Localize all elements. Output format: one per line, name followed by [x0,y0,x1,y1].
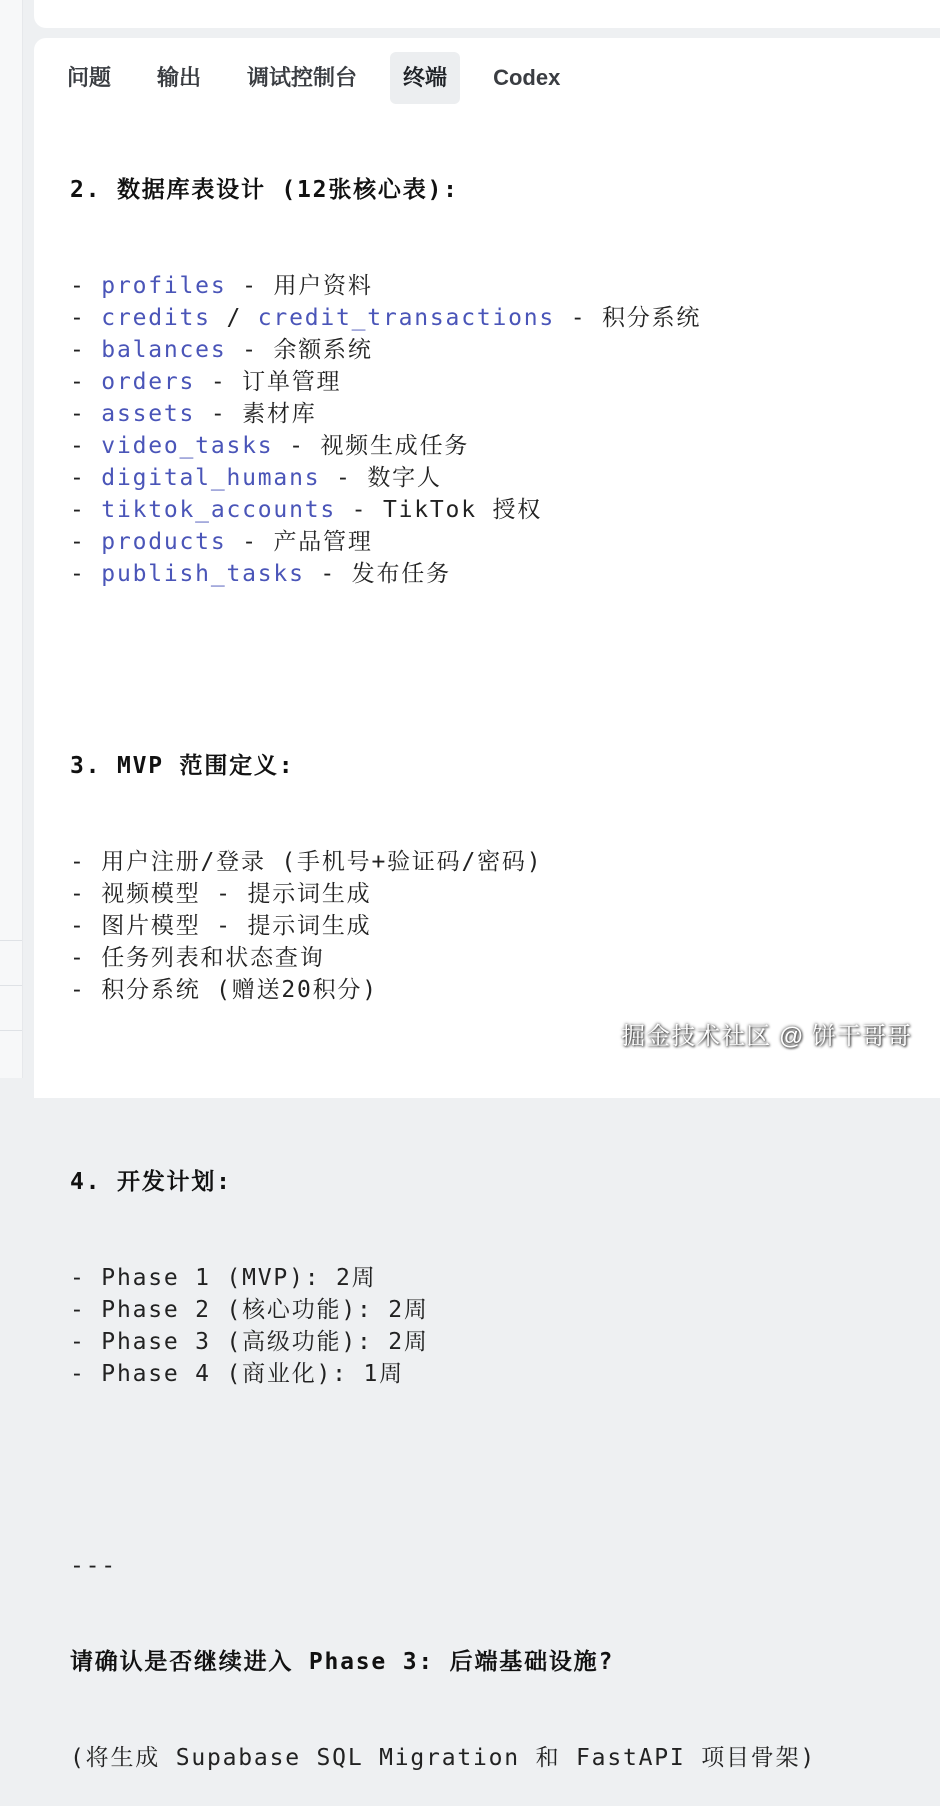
mvp-item: - 积分系统 (赠送20积分) [70,977,378,1003]
table-name: credit_transactions [257,305,556,331]
table-list [70,270,910,590]
table-description: 视频生成任务 [320,433,470,459]
table-description: TikTok 授权 [382,497,543,523]
editor-panel [34,0,940,28]
table-name: assets [101,401,196,427]
table-row: - publish_tasks - 发布任务 [70,561,451,587]
table-row: - orders - 订单管理 [70,369,342,395]
plan-item-text: Phase 3 (高级功能): 2周 [101,1329,429,1355]
table-description: 产品管理 [273,529,373,555]
plan-item: - Phase 1 (MVP): 2周 [70,1265,377,1291]
mvp-item: - 图片模型 - 提示词生成 [70,913,372,939]
tab-output[interactable]: 输出 [157,65,202,90]
table-description: 积分系统 [602,305,702,331]
table-name: digital_humans [101,465,321,491]
table-description: 订单管理 [242,369,342,395]
blank-line [70,654,910,686]
table-row: - credits / credit_transactions - 积分系统 [70,305,702,331]
table-description: 余额系统 [273,337,373,363]
confirm-subtext: (将生成 Supabase SQL Migration 和 FastAPI 项目骨架) [70,1745,817,1771]
table-description: 数字人 [367,465,442,491]
mvp-item-text: 视频模型 - 提示词生成 [101,881,372,907]
table-row: - balances - 余额系统 [70,337,373,363]
mvp-item-text: 任务列表和状态查询 [101,945,325,971]
mvp-item-text: 积分系统 (赠送20积分) [101,977,378,1003]
table-name: tiktok_accounts [101,497,337,523]
plan-item: - Phase 4 (商业化): 1周 [70,1361,404,1387]
plan-item-text: Phase 2 (核心功能): 2周 [101,1297,429,1323]
panel-tabs [54,52,593,104]
mvp-item: - 任务列表和状态查询 [70,945,325,971]
mvp-item: - 用户注册/登录 (手机号+验证码/密码) [70,849,543,875]
separator: --- [70,1553,117,1579]
table-name: profiles [101,273,227,299]
confirm-prompt: 请确认是否继续进入 Phase 3: 后端基础设施? [70,1649,615,1675]
table-row: - products - 产品管理 [70,529,373,555]
tab-debug-console[interactable]: 调试控制台 [247,65,358,90]
mvp-item: - 视频模型 - 提示词生成 [70,881,372,907]
blank-line [70,1454,910,1486]
plan-item-text: Phase 1 (MVP): 2周 [101,1265,377,1291]
table-row: - tiktok_accounts - TikTok 授权 [70,497,543,523]
plan-item-text: Phase 4 (商业化): 1周 [101,1361,404,1387]
sidebar-divider [0,1030,22,1031]
mvp-item-text: 用户注册/登录 (手机号+验证码/密码) [101,849,543,875]
mvp-item-text: 图片模型 - 提示词生成 [101,913,372,939]
table-row: - digital_humans - 数字人 [70,465,442,491]
plan-list [70,1262,910,1390]
table-name: video_tasks [101,433,274,459]
table-description: 素材库 [242,401,317,427]
mvp-list [70,846,910,1006]
blank-line [70,1070,910,1102]
section-heading: 4. 开发计划: [70,1169,232,1195]
table-description: 发布任务 [351,561,451,587]
plan-item: - Phase 3 (高级功能): 2周 [70,1329,429,1355]
section-heading: 2. 数据库表设计 (12张核心表): [70,177,459,203]
table-name: products [101,529,227,555]
table-row: - assets - 素材库 [70,401,317,427]
table-name: orders [101,369,196,395]
table-name: publish_tasks [101,561,305,587]
tab-codex[interactable]: Codex [493,65,561,90]
left-sidebar-strip [0,0,23,1078]
table-description: 用户资料 [273,273,373,299]
tab-problems[interactable]: 问题 [67,65,112,90]
terminal-output [70,110,910,1806]
tab-terminal[interactable]: 终端 [390,52,460,104]
table-row: - profiles - 用户资料 [70,273,373,299]
section-heading: 3. MVP 范围定义: [70,753,295,779]
sidebar-divider [0,985,22,986]
plan-item: - Phase 2 (核心功能): 2周 [70,1297,429,1323]
watermark: 掘金技术社区 @ 饼干哥哥 [621,1023,912,1050]
table-name: balances [101,337,227,363]
table-row: - video_tasks - 视频生成任务 [70,433,470,459]
sidebar-divider [0,940,22,941]
table-name: credits [101,305,211,331]
